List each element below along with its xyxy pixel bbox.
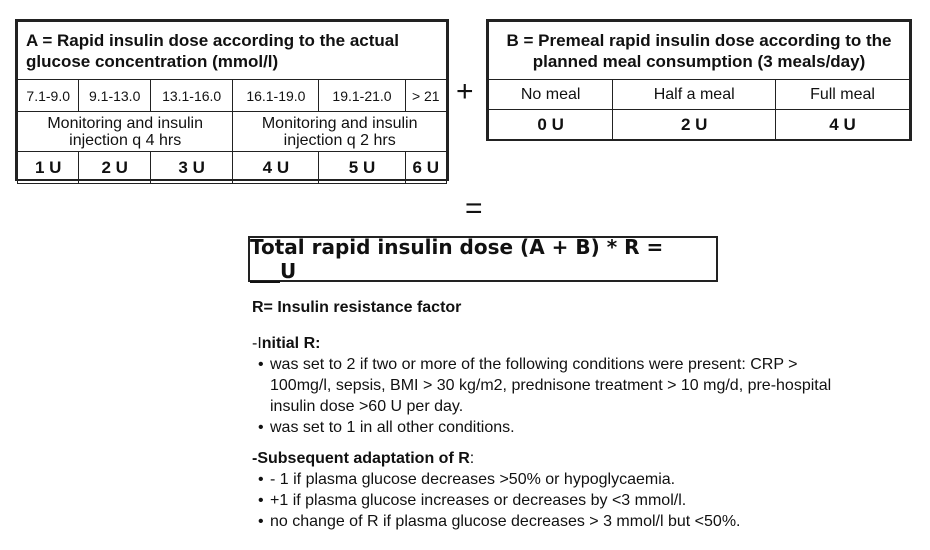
list-item: • - 1 if plasma glucose decreases >50% or hypoglycaemia. (270, 469, 832, 490)
dose-cell: 2 U (79, 152, 151, 184)
range-cell: > 21 (405, 80, 446, 112)
plus-sign: + (456, 75, 474, 108)
initial-r-heading: -Initial R: (252, 335, 321, 352)
dose-cell: 6 U (405, 152, 446, 184)
dose-cell: 5 U (319, 152, 405, 184)
meal-cell: Full meal (776, 80, 910, 110)
subsequent-heading: -Subsequent adaptation of R: (252, 450, 475, 467)
subsequent-list (252, 469, 832, 532)
list-item: • was set to 2 if two or more of the following conditions were present: CRP > 100mg/l, sepsis, BMI > 30 kg/m2, prednisone treatment > 10 mg/d, pre-hospital insulin dose >60 U per day. (270, 354, 832, 417)
initial-r-section (252, 333, 832, 438)
equals-sign: = (465, 192, 483, 225)
dose-cell: 2 U (613, 110, 776, 140)
range-cell: 19.1-21.0 (319, 80, 405, 112)
range-cell: 13.1-16.0 (150, 80, 232, 112)
meal-cell: Half a meal (613, 80, 776, 110)
monitoring-cell: Monitoring and insulin injection q 4 hrs (18, 112, 233, 152)
dose-cell: 3 U (150, 152, 232, 184)
dose-cell: 4 U (233, 152, 319, 184)
table-b-title: B = Premeal rapid insulin dose according to the planned meal consumption (3 meals/day) (489, 22, 910, 80)
range-cell: 7.1-9.0 (18, 80, 79, 112)
table-a (15, 19, 449, 181)
initial-r-list (252, 354, 832, 438)
range-cell: 9.1-13.0 (79, 80, 151, 112)
list-item: • no change of R if plasma glucose decreases > 3 mmol/l but <50%. (270, 511, 832, 532)
r-heading: R= Insulin resistance factor (252, 299, 462, 316)
total-formula-box (248, 236, 718, 282)
dose-cell: 4 U (776, 110, 910, 140)
list-item: • +1 if plasma glucose increases or decreases by <3 mmol/l. (270, 490, 832, 511)
subsequent-section (252, 448, 832, 532)
total-formula: Total rapid insulin dose (A + B) * R = ___U (250, 235, 664, 283)
range-cell: 16.1-19.0 (233, 80, 319, 112)
list-item: • was set to 1 in all other conditions. (270, 417, 832, 438)
table-a-title: A = Rapid insulin dose according to the actual glucose concentration (mmol/l) (18, 22, 447, 80)
meal-cell: No meal (489, 80, 613, 110)
table-b (486, 19, 912, 141)
dose-cell: 0 U (489, 110, 613, 140)
monitoring-cell: Monitoring and insulin injection q 2 hrs (233, 112, 447, 152)
dose-cell: 1 U (18, 152, 79, 184)
